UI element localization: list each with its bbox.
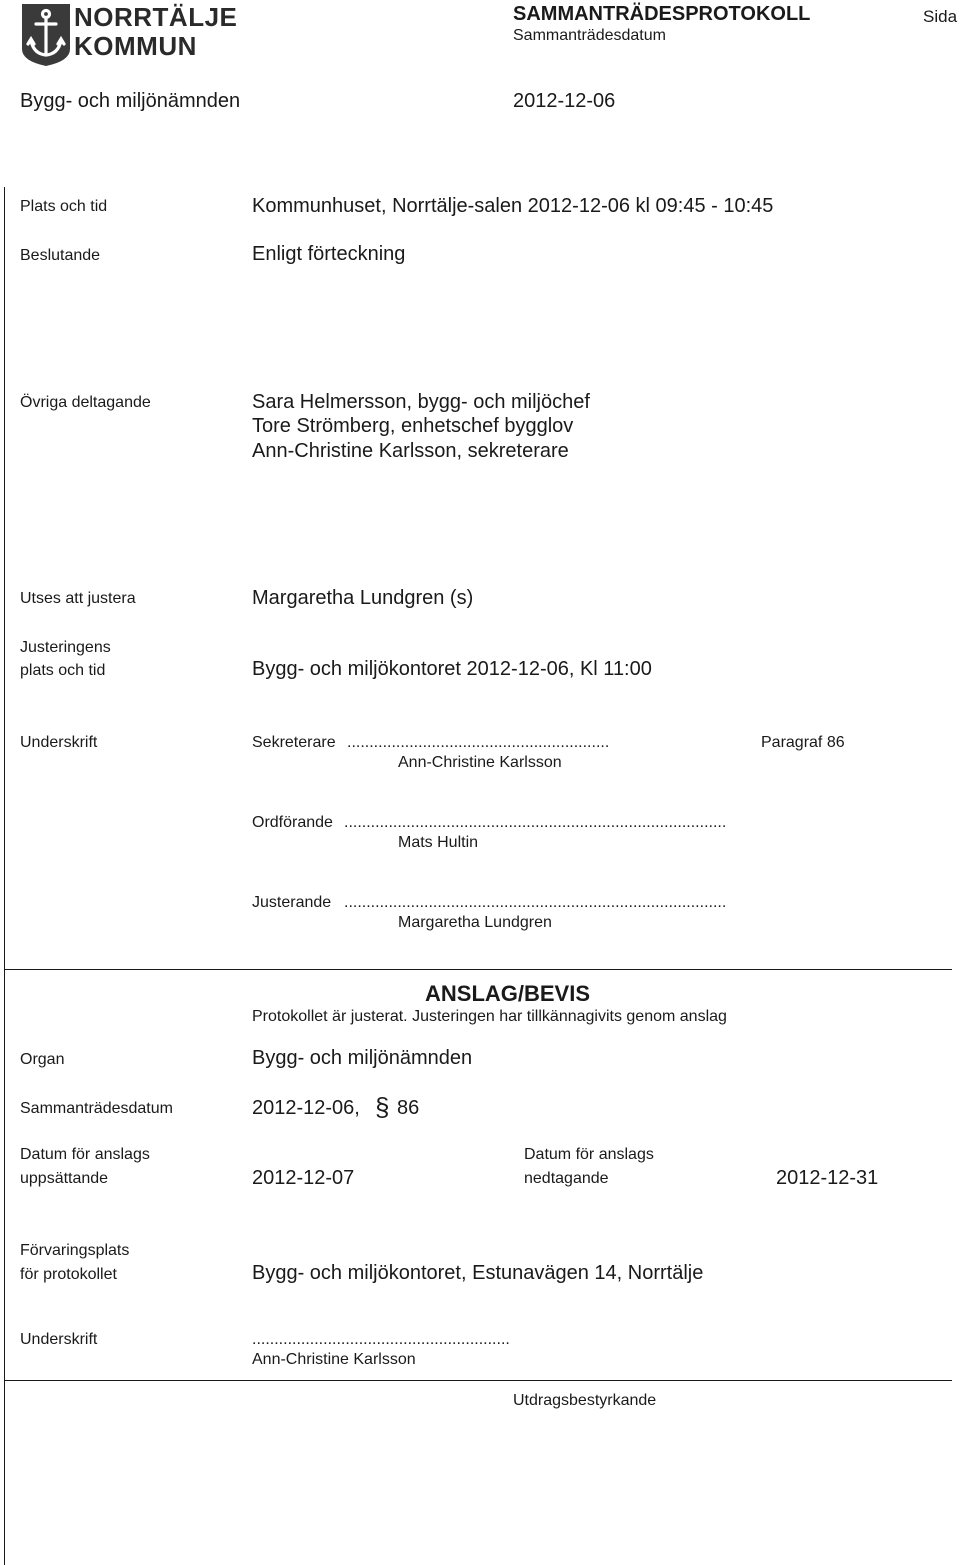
participant-line: Tore Strömberg, enhetschef bygglov <box>252 415 574 437</box>
notice-title: ANSLAG/BEVIS <box>425 981 591 1006</box>
page-label: Sida <box>923 7 958 26</box>
chair-name: Mats Hultin <box>398 834 479 851</box>
posted-label: Datum för anslags <box>20 1146 150 1163</box>
notice-signature-label: Underskrift <box>20 1331 98 1348</box>
organ-label: Organ <box>20 1051 65 1068</box>
logo-line2: KOMMUN <box>74 31 197 61</box>
participant-line: Ann-Christine Karlsson, sekreterare <box>252 440 569 462</box>
deciding-label: Beslutande <box>20 247 101 264</box>
adjuster-name: Margaretha Lundgren <box>398 914 552 931</box>
organ-value: Bygg- och miljönämnden <box>252 1047 473 1069</box>
removed-label-2: nedtagande <box>524 1170 609 1187</box>
storage-value: Bygg- och miljökontoret, Estunavägen 14, Norrtälje <box>252 1262 704 1284</box>
adjuster-role: Justerande <box>252 894 332 911</box>
posted-date: 2012-12-07 <box>252 1167 355 1189</box>
deciding-value: Enligt förteckning <box>252 243 406 265</box>
signature-label: Underskrift <box>20 734 98 751</box>
place-value: Kommunhuset, Norrtälje-salen 2012-12-06 kl 09:45 - 10:45 <box>252 195 774 217</box>
paragraph-number: Paragraf 86 <box>761 734 845 751</box>
adjust-label: Utses att justera <box>20 590 136 607</box>
meeting-date-label: Sammanträdesdatum <box>20 1100 173 1117</box>
posted-label-2: uppsättande <box>20 1170 109 1187</box>
adjuster-signature-line: ...................................................................................... <box>344 894 727 911</box>
document-type: SAMMANTRÄDESPROTOKOLL <box>513 3 811 25</box>
adjust-place-value: Bygg- och miljökontoret 2012-12-06, Kl 11:00 <box>252 658 652 680</box>
adjust-value: Margaretha Lundgren (s) <box>252 587 474 609</box>
others-label: Övriga deltagande <box>20 394 151 411</box>
notice-signer-name: Ann-Christine Karlsson <box>252 1351 416 1368</box>
chair-role: Ordförande <box>252 814 333 831</box>
removed-date: 2012-12-31 <box>776 1167 879 1189</box>
notice-subtitle: Protokollet är justerat. Justeringen har tillkännagivits genom anslag <box>252 1008 727 1025</box>
adjust-place-label-2: plats och tid <box>20 662 106 679</box>
section-number: 86 <box>397 1097 420 1119</box>
meeting-date-value: 2012-12-06, <box>252 1097 360 1119</box>
logo-line1: NORRTÄLJE <box>74 2 238 32</box>
section-sign: § <box>375 1092 390 1122</box>
participant-line: Sara Helmersson, bygg- och miljöchef <box>252 391 590 413</box>
secretary-signature-line: ........................................................... <box>347 734 610 751</box>
certifier-label: Utdragsbestyrkande <box>513 1392 657 1409</box>
adjust-place-label: Justeringens <box>20 639 111 656</box>
notice-signature-line: .......................................................... <box>252 1331 510 1348</box>
divider-certify <box>4 1380 952 1381</box>
place-label: Plats och tid <box>20 198 108 215</box>
board-name: Bygg- och miljönämnden <box>20 90 241 112</box>
divider-notice <box>4 969 952 970</box>
chair-signature-line: ...................................................................................... <box>344 814 727 831</box>
secretary-name: Ann-Christine Karlsson <box>398 754 562 771</box>
storage-label-2: för protokollet <box>20 1266 117 1283</box>
removed-label: Datum för anslags <box>524 1146 654 1163</box>
logo-wordmark <box>74 3 237 61</box>
header-date: 2012-12-06 <box>513 90 616 112</box>
storage-label: Förvaringsplats <box>20 1242 130 1259</box>
left-border <box>4 187 5 1565</box>
secretary-role: Sekreterare <box>252 734 336 751</box>
meeting-date-header-label: Sammanträdesdatum <box>513 27 666 44</box>
